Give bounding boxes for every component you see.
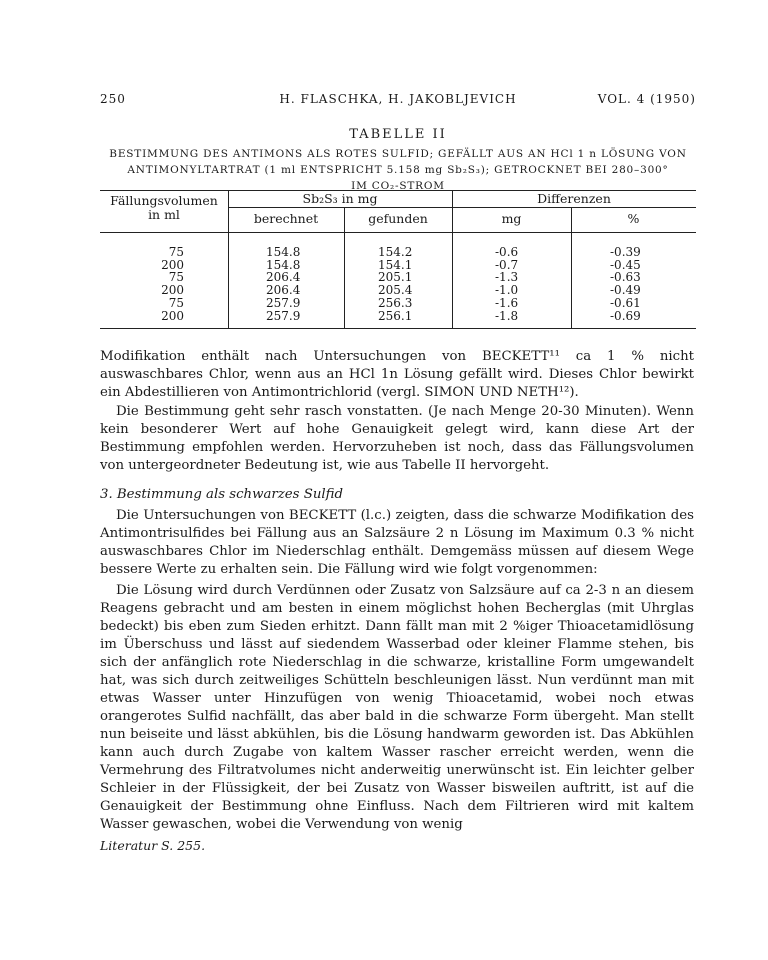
section-heading: 3. Bestimmung als schwarzes Sulfid [100,487,344,502]
column-diff-mg [495,246,518,322]
column-diff-percent [610,246,641,322]
col-header-volume [100,194,228,222]
column-gefunden [378,246,412,322]
table-title: TABELLE II [349,127,447,142]
table-rule-header [100,232,696,233]
table-cell: 256.1 [378,308,413,323]
table-cell: 200 [161,308,184,323]
table-cell: 154.8 [266,257,301,272]
table-cell: 257.9 [266,308,301,323]
group-header-sb2s3: Sb₂S₃ in mg [302,191,378,206]
table-cell: 206.4 [266,270,301,285]
table-cell: 154.8 [266,245,301,259]
group-header-differenzen: Differenzen [537,191,611,206]
table-caption [100,146,696,194]
table-cell: 75 [168,295,184,310]
footer-literature-ref: Literatur S. 255. [100,838,206,853]
table-cell: 257.9 [266,295,301,310]
table-cell: 200 [161,257,184,272]
sub-header-gefunden: gefunden [368,211,428,226]
table-cell: -1.0 [495,283,519,298]
table-cell: 205.4 [378,283,413,298]
table-cell: -0.69 [610,308,641,323]
sub-header-percent: % [627,211,640,226]
paragraph-1: Modifikation enthält nach Untersuchungen von BECKETT¹¹ ca 1 % nicht auswaschbares Chlor, wenn aus an HCl 1n Lösung gefällt wird. Dieses Chlor bewirkt ein Abdestillieren von Antimontrichlorid (vergl. SIMON UND NETH¹²). [100,349,694,400]
running-header [100,92,696,108]
header-authors: H. FLASCHKA, H. JAKOBLJEVICH [279,92,517,106]
table-cell: -1.6 [495,295,519,310]
table-cell: 154.2 [378,245,413,259]
table-divider [228,190,229,328]
table-caption-line: BESTIMMUNG DES ANTIMONS ALS ROTES SULFID; GEFÄLLT AUS AN HCl 1 n LÖSUNG VON [109,148,687,160]
table-rule-group [228,207,696,208]
table-cell: -0.45 [610,257,641,272]
table-cell: 200 [161,283,184,298]
column-volume [144,246,184,322]
data-table [100,190,696,330]
table-cell: 205.1 [378,270,413,285]
table-cell: 154.1 [378,257,413,272]
col-header-line: in ml [148,207,180,222]
sub-header-berechnet: berechnet [253,211,319,226]
table-cell: -0.6 [495,245,519,259]
table-caption-line: ANTIMONYLTARTRAT (1 ml ENTSPRICHT 5.158 mg Sb₂S₃); GETROCKNET BEI 280–300° [127,164,669,176]
table-cell: -0.49 [610,283,641,298]
sub-header-mg: mg [501,211,522,226]
table-rule-bottom [100,328,696,329]
paragraph-2: Die Bestimmung geht sehr rasch vonstatten. (Je nach Menge 20-30 Minuten). Wenn kein besonderer Wert auf hohe Genauigkeit gelegt wird, kann diese Art der Bestimmung empfohlen werden. Hervorzuheben ist noch, dass das Fällungsvolumen von untergeordneter Bedeutung ist, wie aus Tabelle II hervorgeht. [100,404,694,473]
table-cell: 206.4 [266,283,301,298]
table-cell: -0.39 [610,245,641,259]
table-cell: -1.3 [495,270,519,285]
table-divider [452,190,453,328]
table-cell: -0.63 [610,270,641,285]
column-berechnet [266,246,300,322]
table-caption-line: IM CO₂-STROM [351,180,445,192]
header-volume: VOL. 4 (1950) [597,92,696,106]
table-cell: 75 [168,245,184,259]
paragraph-3: Die Untersuchungen von BECKETT (l.c.) zeigten, dass die schwarze Modifikation des Antimontrisulfides bei Fällung aus an Salzsäure 2 n Lösung im Maximum 0.3 % nicht auswaschbares Chlor im Niederschlag enthält. Demgemäss müssen auf diesem Wege bessere Werte zu erhalten sein. Die Fällung wird wie folgt vorgenommen: [100,508,694,577]
table-cell: 256.3 [378,295,413,310]
table-cell: 75 [168,270,184,285]
col-header-line: Fällungsvolumen [110,193,218,208]
table-cell: -0.7 [495,257,519,272]
table-cell: -0.61 [610,295,641,310]
table-cell: -1.8 [495,308,519,323]
page-number: 250 [100,92,126,106]
paragraph-4: Die Lösung wird durch Verdünnen oder Zusatz von Salzsäure auf ca 2-3 n an diesem Reagens gebracht und am besten in einem möglichst hohen Becherglas (mit Uhrglas bedeckt) bis eben zum Sieden erhitzt. Dann fällt man mit 2 %iger Thioacetamidlösung im Überschuss und lässt auf siedendem Wasserbad oder kleiner Flamme stehen, bis sich der anfänglich rote Niederschlag in die schwarze, kristalline Form umgewandelt hat, was sich durch zeitweiliges Schütteln beschleunigen lässt. Nun verdünnt man mit etwas Wasser unter Hinzufügen von wenig Thioacetamid, wobei noch etwas orangerotes Sulfid nachfällt, das aber bald in die schwarze Form übergeht. Man stellt nun beiseite und lässt abkühlen, bis die Lösung handwarm geworden ist. Das Abkühlen kann auch durch Zugabe von kaltem Wasser rascher erreicht werden, wenn die Vermehrung des Filtratvolumes nicht anderweitig unerwünscht ist. Ein leichter gelber Schleier in der Flüssigkeit, der bei Zusatz von Wasser bisweilen auftritt, ist auf die Genauigkeit der Bestimmung ohne Einfluss. Nach dem Filtrieren wird mit kaltem Wasser gewaschen, wobei die Verwendung von wenig [100,583,694,832]
